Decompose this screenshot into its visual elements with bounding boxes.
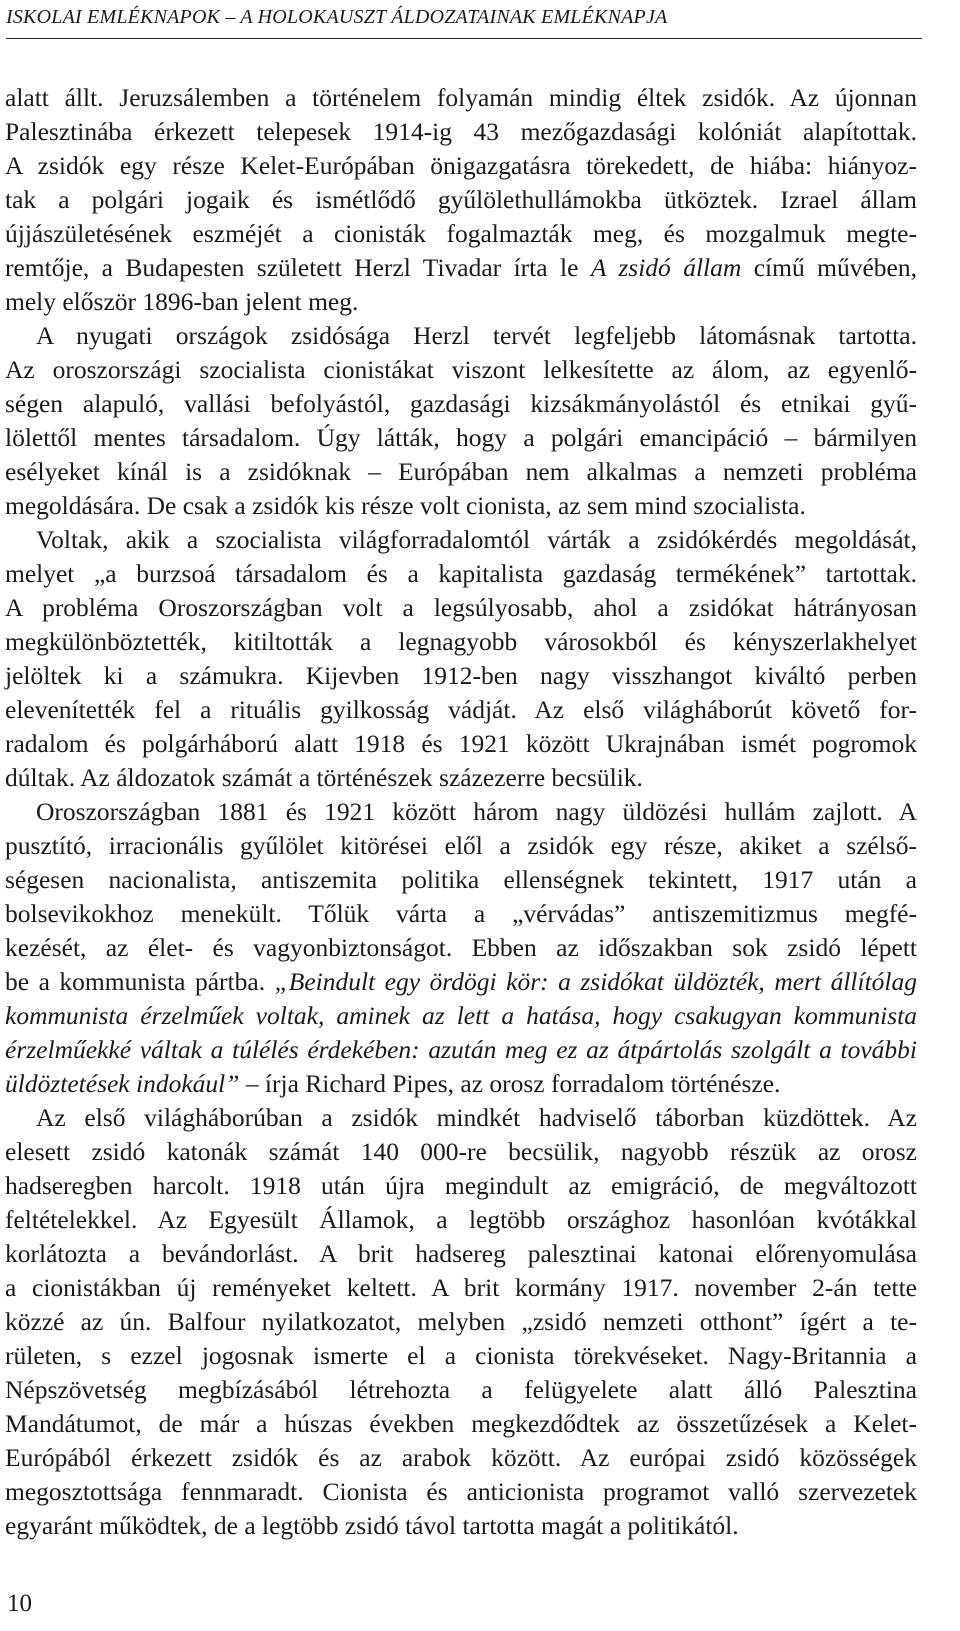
text-line: [5, 829, 917, 863]
line-text-after: című művében,: [741, 253, 917, 282]
line-text: lölettől mentes társadalom. Úgy látták, hogy a polgári emancipáció – bármilyen: [5, 423, 917, 452]
text-line: [5, 1101, 917, 1135]
line-text: bolsevikokhoz menekült. Tőlük várta a „vérvádas” antiszemitizmus megfé-: [5, 899, 917, 928]
text-line: [5, 1033, 917, 1067]
text-line: [5, 1509, 917, 1543]
line-text: rületen, s ezzel jogosnak ismerte el a cionista törekvéseket. Nagy-Britannia a: [5, 1341, 917, 1370]
line-text: pusztító, irracionális gyűlölet kitörései elől a zsidók egy része, akiket a szélső-: [5, 831, 917, 860]
running-header: [6, 6, 922, 39]
text-line: [5, 557, 917, 591]
line-text: újjászületésének eszméjét a cionisták fogalmazták meg, és mozgalmuk megte-: [5, 219, 917, 248]
line-text: be a kommunista pártba.: [5, 967, 275, 996]
line-text: elevenítették fel a rituális gyilkosság vádját. Az első világháborút követő for-: [5, 695, 917, 724]
line-text: A nyugati országok zsidósága Herzl tervét legfeljebb látomásnak tartotta.: [36, 321, 917, 350]
line-italic-text: kommunista érzelműek voltak, aminek az lett a hatása, hogy csakugyan kommunista: [5, 1001, 917, 1030]
text-line: [5, 319, 917, 353]
running-header-title: ISKOLAI EMLÉKNAPOK – A HOLOKAUSZT ÁLDOZATAINAK EMLÉKNAPJA: [6, 6, 668, 28]
line-text: remtője, a Budapesten született Herzl Tivadar írta le: [5, 253, 591, 282]
text-line: [5, 1203, 917, 1237]
text-line: [5, 1339, 917, 1373]
text-line: [5, 115, 917, 149]
line-text: jelöltek ki a számukra. Kijevben 1912-ben nagy visszhangot kiváltó perben: [5, 661, 917, 690]
line-text: A zsidók egy része Kelet-Európában önigazgatásra törekedett, de hiába: hiányoz-: [5, 151, 917, 180]
text-line: [5, 1441, 917, 1475]
text-line: [5, 863, 917, 897]
text-line: [5, 183, 917, 217]
text-line: [5, 1169, 917, 1203]
text-line: [5, 1373, 917, 1407]
text-line: [5, 1271, 917, 1305]
body-text: [5, 81, 917, 1543]
text-line: [5, 81, 917, 115]
text-line: [5, 523, 917, 557]
text-line: [5, 285, 917, 319]
text-line: [5, 489, 917, 523]
text-line: [5, 251, 917, 285]
line-text-after: – írja Richard Pipes, az orosz forradalom történésze.: [239, 1069, 781, 1098]
line-text: tak a polgári jogaik és ismétlődő gyűlölethullámokba ütköztek. Izrael állam: [5, 185, 917, 214]
text-line: [5, 353, 917, 387]
line-text: esélyeket kínál is a zsidóknak – Európában nem alkalmas a nemzeti probléma: [5, 457, 917, 486]
text-line: [5, 1407, 917, 1441]
line-text: ségen alapuló, vallási befolyástól, gazdasági kizsákmányolástól és etnikai gyű-: [5, 389, 917, 418]
text-line: [5, 217, 917, 251]
line-text: egyaránt működtek, de a legtöbb zsidó távol tartotta magát a politikától.: [5, 1511, 739, 1540]
line-text: Voltak, akik a szocialista világforradalomtól várták a zsidókérdés megoldását,: [36, 525, 917, 554]
line-text: mely először 1896-ban jelent meg.: [5, 287, 359, 316]
text-line: [5, 761, 917, 795]
line-text: elesett zsidó katonák számát 140 000-re becsülik, nagyobb részük az orosz: [5, 1137, 917, 1166]
line-italic-text: „Beindult egy ördögi kör: a zsidókat üldözték, mert állítólag: [274, 967, 917, 996]
text-line: [5, 387, 917, 421]
line-italic-text: üldöztetések indokául”: [5, 1069, 240, 1098]
line-italic-text: A zsidó állam: [590, 253, 742, 282]
text-line: [5, 1067, 917, 1101]
line-text: A probléma Oroszországban volt a legsúlyosabb, ahol a zsidókat hátrányosan: [5, 593, 917, 622]
text-line: [5, 625, 917, 659]
line-text: Népszövetség megbízásából létrehozta a felügyelete alatt álló Palesztina: [5, 1375, 917, 1404]
text-line: [5, 1135, 917, 1169]
text-line: [5, 965, 917, 999]
line-text: Oroszországban 1881 és 1921 között három nagy üldözési hullám zajlott. A: [36, 797, 917, 826]
text-line: [5, 421, 917, 455]
line-italic-text: érzelműekké váltak a túlélés érdekében: azután meg ez az átpártolás szolgált a további: [5, 1035, 917, 1064]
line-text: megosztottsága fennmaradt. Cionista és anticionista programot valló szervezetek: [5, 1477, 917, 1506]
line-text: Az első világháborúban a zsidók mindkét hadviselő táborban küzdöttek. Az: [36, 1103, 917, 1132]
line-text: kezését, az élet- és vagyonbiztonságot. Ebben az időszakban sok zsidó lépett: [5, 933, 917, 962]
text-line: [5, 1475, 917, 1509]
line-text: Palesztinába érkezett telepesek 1914-ig 43 mezőgazdasági kolóniát alapítottak.: [5, 117, 917, 146]
line-text: közzé az ún. Balfour nyilatkozatot, melyben „zsidó nemzeti otthont” ígért a te-: [5, 1307, 917, 1336]
text-line: [5, 659, 917, 693]
line-text: Mandátumot, de már a húszas években megkezdődtek az összetűzések a Kelet-: [5, 1409, 917, 1438]
text-line: [5, 1305, 917, 1339]
line-text: korlátozta a bevándorlást. A brit hadsereg palesztinai katonai előrenyomulása: [5, 1239, 917, 1268]
line-text: ségesen nacionalista, antiszemita politika ellenségnek tekintett, 1917 után a: [5, 865, 917, 894]
line-text: megoldására. De csak a zsidók kis része volt cionista, az sem mind szocialista.: [5, 491, 806, 520]
text-line: [5, 455, 917, 489]
line-text: melyet „a burzsoá társadalom és a kapitalista gazdaság termékének” tartottak.: [5, 559, 917, 588]
line-text: hadseregben harcolt. 1918 után újra megindult az emigráció, de megváltozott: [5, 1171, 917, 1200]
text-line: [5, 999, 917, 1033]
line-text: Európából érkezett zsidók és az arabok között. Az európai zsidó közösségek: [5, 1443, 917, 1472]
line-text: Az oroszországi szocialista cionistákat viszont lelkesítette az álom, az egyenlő-: [5, 355, 917, 384]
line-text: megkülönböztették, kitiltották a legnagyobb városokból és kényszerlakhelyet: [5, 627, 917, 656]
text-line: [5, 1237, 917, 1271]
text-line: [5, 149, 917, 183]
text-line: [5, 897, 917, 931]
line-text: dúltak. Az áldozatok számát a történészek százezerre becsülik.: [5, 763, 643, 792]
line-text: alatt állt. Jeruzsálemben a történelem folyamán mindig éltek zsidók. Az újonnan: [5, 83, 917, 112]
text-line: [5, 931, 917, 965]
line-text: a cionistákban új reményeket keltett. A brit kormány 1917. november 2-án tette: [5, 1273, 917, 1302]
line-text: feltételekkel. Az Egyesült Államok, a legtöbb országhoz hasonlóan kvótákkal: [5, 1205, 917, 1234]
text-line: [5, 591, 917, 625]
text-line: [5, 727, 917, 761]
line-text: radalom és polgárháború alatt 1918 és 1921 között Ukrajnában ismét pogromok: [5, 729, 917, 758]
text-line: [5, 693, 917, 727]
page-number: 10: [7, 1590, 32, 1617]
text-line: [5, 795, 917, 829]
